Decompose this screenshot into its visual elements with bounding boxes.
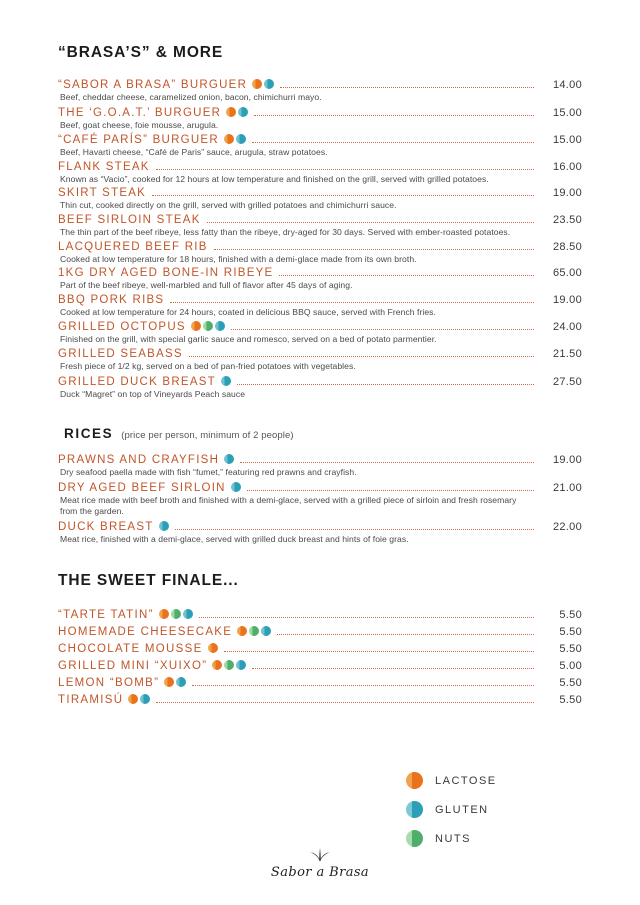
menu-item-description: Beef, cheddar cheese, caramelized onion, bacon, chimichurri mayo. (60, 92, 322, 102)
menu-item[interactable] (58, 375, 582, 401)
menu-item-line (58, 320, 582, 333)
menu-item-name: CHOCOLATE MOUSSE (58, 642, 203, 655)
menu-item-name: SKIRT STEAK (58, 187, 147, 200)
allergen-markers (224, 454, 234, 464)
dot-leader (192, 685, 534, 686)
brand-name: Sabor a Brasa (270, 865, 370, 880)
menu-item-description: Beef, Havarti cheese, “Café de Paris” sauce, arugula, straw potatoes. (60, 147, 328, 158)
dot-leader (252, 142, 534, 143)
legend-dot-lactose-icon (406, 772, 423, 789)
grass-icon (307, 846, 333, 862)
menu-item-line (58, 693, 582, 706)
menu-item-name: GRILLED DUCK BREAST (58, 375, 216, 388)
menu-item-line (58, 161, 582, 173)
legend-row-gluten (406, 801, 497, 818)
menu-item-name: HOMEMADE CHEESECAKE (58, 625, 233, 638)
page-title: “BRASA’S” & MORE (58, 44, 224, 61)
menu-item[interactable] (58, 676, 582, 689)
menu-item[interactable] (58, 214, 582, 239)
allergen-markers (231, 482, 241, 492)
legend-dot-gluten-icon (406, 801, 423, 818)
menu-item-name: GRILLED OCTOPUS (58, 321, 186, 334)
allergen-markers (128, 694, 150, 704)
menu-item[interactable] (58, 693, 582, 706)
sweet-finale-title: THE SWEET FINALE... (58, 571, 239, 589)
menu-item-name: DRY AGED BEEF SIRLOIN (58, 481, 226, 494)
menu-item-description: Finished on the grill, with special garlic sauce and romesco, served on a bed of potato parmentier. (60, 334, 437, 345)
allergen-markers (221, 376, 231, 386)
legend-label: NUTS (435, 832, 471, 845)
allergen-markers (191, 321, 225, 331)
menu-item-description: Fresh piece of 1/2 kg, served on a bed of pan-fried potatoes with vegetables. (60, 360, 356, 371)
menu-item-price: 16.00 (552, 160, 582, 173)
dot-leader (224, 651, 534, 652)
menu-item-name: GRILLED MINI “XUIXO” (58, 659, 208, 672)
allergen-dot-gluten (159, 521, 169, 531)
menu-item-name: 1KG DRY AGED BONE-IN RIBEYE (58, 267, 274, 280)
allergen-dot-gluten (238, 107, 248, 117)
menu-item-price: 28.50 (552, 240, 582, 253)
dot-leader (254, 115, 534, 116)
allergen-markers (208, 643, 218, 653)
allergen-dot-lactose (237, 626, 247, 636)
allergen-dot-nuts (203, 321, 213, 331)
allergen-dot-nuts (224, 660, 234, 670)
menu-item-name: BBQ PORK RIBS (58, 293, 165, 306)
menu-item-price: 15.00 (552, 134, 582, 147)
menu-item-line (58, 453, 582, 466)
rices-heading (64, 426, 582, 441)
menu-item[interactable] (58, 625, 582, 638)
dot-leader (170, 302, 534, 303)
allergen-dot-gluten (215, 321, 225, 331)
menu-item[interactable] (58, 453, 582, 479)
menu-item-name: “TARTE TATIN” (58, 608, 154, 621)
menu-item-line (58, 294, 582, 306)
brasas-item-list (58, 78, 582, 400)
dot-leader (189, 356, 534, 357)
dot-leader (156, 169, 534, 170)
allergen-dot-nuts (249, 626, 259, 636)
menu-item[interactable] (58, 294, 582, 319)
menu-item-price: 19.00 (552, 454, 582, 467)
allergen-markers (164, 677, 186, 687)
menu-item-price: 21.50 (552, 347, 582, 360)
allergen-dot-lactose (226, 107, 236, 117)
allergen-dot-gluten (264, 79, 274, 89)
allergen-markers (159, 609, 193, 619)
allergen-markers (237, 626, 271, 636)
menu-item-line (58, 520, 582, 533)
dot-leader (252, 668, 534, 669)
dot-leader (231, 329, 534, 330)
menu-item[interactable] (58, 348, 582, 373)
footer-logo (0, 846, 640, 881)
menu-item-price: 5.50 (559, 608, 582, 621)
menu-item-description: Beef, goat cheese, foie mousse, arugula. (60, 119, 219, 130)
menu-item-line (58, 214, 582, 226)
legend-label: GLUTEN (435, 803, 489, 816)
dot-leader (156, 702, 534, 703)
allergen-dot-gluten (236, 134, 246, 144)
menu-item-line (58, 642, 582, 655)
allergen-dot-gluten (231, 482, 241, 492)
legend-dot-nuts-icon (406, 830, 423, 847)
allergen-markers (159, 521, 169, 531)
allergen-markers (252, 79, 274, 89)
menu-item-price: 27.50 (552, 375, 582, 388)
menu-item-line (58, 676, 582, 689)
menu-item-price: 65.00 (552, 267, 582, 280)
menu-item-name: THE ‘G.O.A.T.’ BURGUER (58, 106, 222, 119)
menu-item-line (58, 241, 582, 253)
menu-item-price: 5.00 (559, 659, 582, 672)
legend-row-lactose (406, 772, 497, 789)
menu-item-description: Known as “Vacio”, cooked for 12 hours at low temperature and finished on the grill, served with grilled potatoes. (60, 173, 489, 184)
menu-item[interactable] (58, 133, 582, 159)
allergen-dot-lactose (191, 321, 201, 331)
menu-item-description: Dry seafood paella made with fish “fumet,” featuring red prawns and crayfish. (60, 467, 357, 478)
menu-item[interactable] (58, 481, 582, 518)
legend-label: LACTOSE (435, 774, 497, 787)
menu-item[interactable] (58, 520, 582, 546)
allergen-dot-gluten (224, 454, 234, 464)
allergen-dot-lactose (159, 609, 169, 619)
dot-leader (214, 249, 534, 250)
menu-item[interactable] (58, 642, 582, 655)
allergen-dot-gluten (140, 694, 150, 704)
dot-leader (175, 529, 534, 530)
menu-item-description: Thin cut, cooked directly on the grill, served with grilled potatoes and chimichurri sauce. (60, 200, 397, 211)
menu-item-name: LEMON “BOMB” (58, 676, 160, 689)
menu-item-description: Meat rice, finished with a demi-glace, served with grilled duck breast and hints of foie gras. (60, 533, 409, 544)
menu-item-price: 19.00 (552, 293, 582, 306)
menu-item-line (58, 267, 582, 279)
menu-item-name: BEEF SIRLOIN STEAK (58, 213, 201, 226)
menu-item-description: Cooked at low temperature for 18 hours, finished with a demi-glace made from its own broth. (60, 253, 417, 264)
rices-label: RICES (64, 426, 114, 442)
allergen-legend (406, 772, 497, 847)
menu-item-line (58, 106, 582, 119)
allergen-markers (226, 107, 248, 117)
dot-leader (237, 384, 534, 385)
allergen-markers (212, 660, 246, 670)
allergen-markers (224, 134, 246, 144)
menu-item-name: DUCK BREAST (58, 520, 154, 533)
legend-row-nuts (406, 830, 497, 847)
rices-item-list (58, 453, 582, 545)
menu-item-description: Part of the beef ribeye, well-marbled and full of flavor after 45 days of aging. (60, 280, 353, 291)
sweet-item-list (58, 608, 582, 706)
menu-item[interactable] (58, 187, 582, 212)
menu-item-price: 21.00 (552, 481, 582, 494)
menu-item-line (58, 133, 582, 146)
allergen-dot-gluten (183, 609, 193, 619)
menu-item-line (58, 78, 582, 91)
menu-item-line (58, 187, 582, 199)
allergen-dot-gluten (261, 626, 271, 636)
menu-item-description: Cooked at low temperature for 24 hours, coated in delicious BBQ sauce, served with French fries. (60, 306, 436, 317)
menu-item[interactable] (58, 78, 582, 104)
menu-item-price: 5.50 (559, 642, 582, 655)
dot-leader (277, 634, 534, 635)
menu-item[interactable] (58, 267, 582, 292)
menu-item-price: 19.00 (552, 187, 582, 200)
menu-item-name: LACQUERED BEEF RIB (58, 240, 208, 253)
menu-item-price: 23.50 (552, 213, 582, 226)
menu-item[interactable] (58, 659, 582, 672)
menu-item-price: 15.00 (552, 106, 582, 119)
menu-item-name: FLANK STEAK (58, 160, 150, 173)
allergen-dot-lactose (128, 694, 138, 704)
allergen-dot-nuts (171, 609, 181, 619)
menu-item-line (58, 659, 582, 672)
menu-item[interactable] (58, 161, 582, 186)
menu-item-description: Meat rice made with beef broth and finished with a demi-glace, served with a grilled piece of sirloin and fresh rosemary from the garden. (60, 494, 517, 517)
dot-leader (199, 617, 534, 618)
allergen-dot-lactose (252, 79, 262, 89)
menu-item-name: TIRAMISÚ (58, 693, 124, 706)
menu-item-name: GRILLED SEABASS (58, 347, 183, 360)
menu-item[interactable] (58, 106, 582, 132)
rices-note: (price per person, minimum of 2 people) (121, 430, 294, 442)
dot-leader (247, 490, 534, 491)
menu-item-description: The thin part of the beef ribeye, less fatty than the ribeye, dry-aged for 30 days. Served with ember-roasted potatoes. (60, 226, 511, 237)
allergen-dot-lactose (212, 660, 222, 670)
menu-item-name: “SABOR A BRASA” BURGUER (58, 79, 248, 91)
allergen-dot-lactose (224, 134, 234, 144)
menu-item-name: “CAFÉ PARÍS” BURGUER (58, 134, 219, 147)
menu-item-price: 24.00 (552, 321, 582, 334)
dot-leader (152, 195, 534, 196)
allergen-dot-lactose (208, 643, 218, 653)
allergen-dot-gluten (221, 376, 231, 386)
menu-item-price: 5.50 (559, 625, 582, 638)
allergen-dot-gluten (236, 660, 246, 670)
menu-item-price: 14.00 (552, 79, 582, 91)
menu-item-line (58, 481, 582, 494)
menu-item-price: 22.00 (552, 520, 582, 533)
menu-item[interactable] (58, 608, 582, 621)
menu-item-price: 5.50 (559, 693, 582, 706)
dot-leader (280, 87, 534, 88)
menu-item-line (58, 625, 582, 638)
menu-item-price: 5.50 (559, 676, 582, 689)
menu-item-line (58, 375, 582, 388)
dot-leader (240, 462, 534, 463)
menu-item[interactable] (58, 241, 582, 266)
menu-item-name: PRAWNS AND CRAYFISH (58, 454, 220, 467)
menu-item-line (58, 608, 582, 621)
allergen-dot-gluten (176, 677, 186, 687)
menu-item-description: Duck “Magret” on top of Vineyards Peach sauce (60, 388, 246, 399)
menu-item[interactable] (58, 320, 582, 346)
allergen-dot-lactose (164, 677, 174, 687)
dot-leader (279, 275, 534, 276)
menu-item-line (58, 348, 582, 360)
dot-leader (207, 222, 534, 223)
